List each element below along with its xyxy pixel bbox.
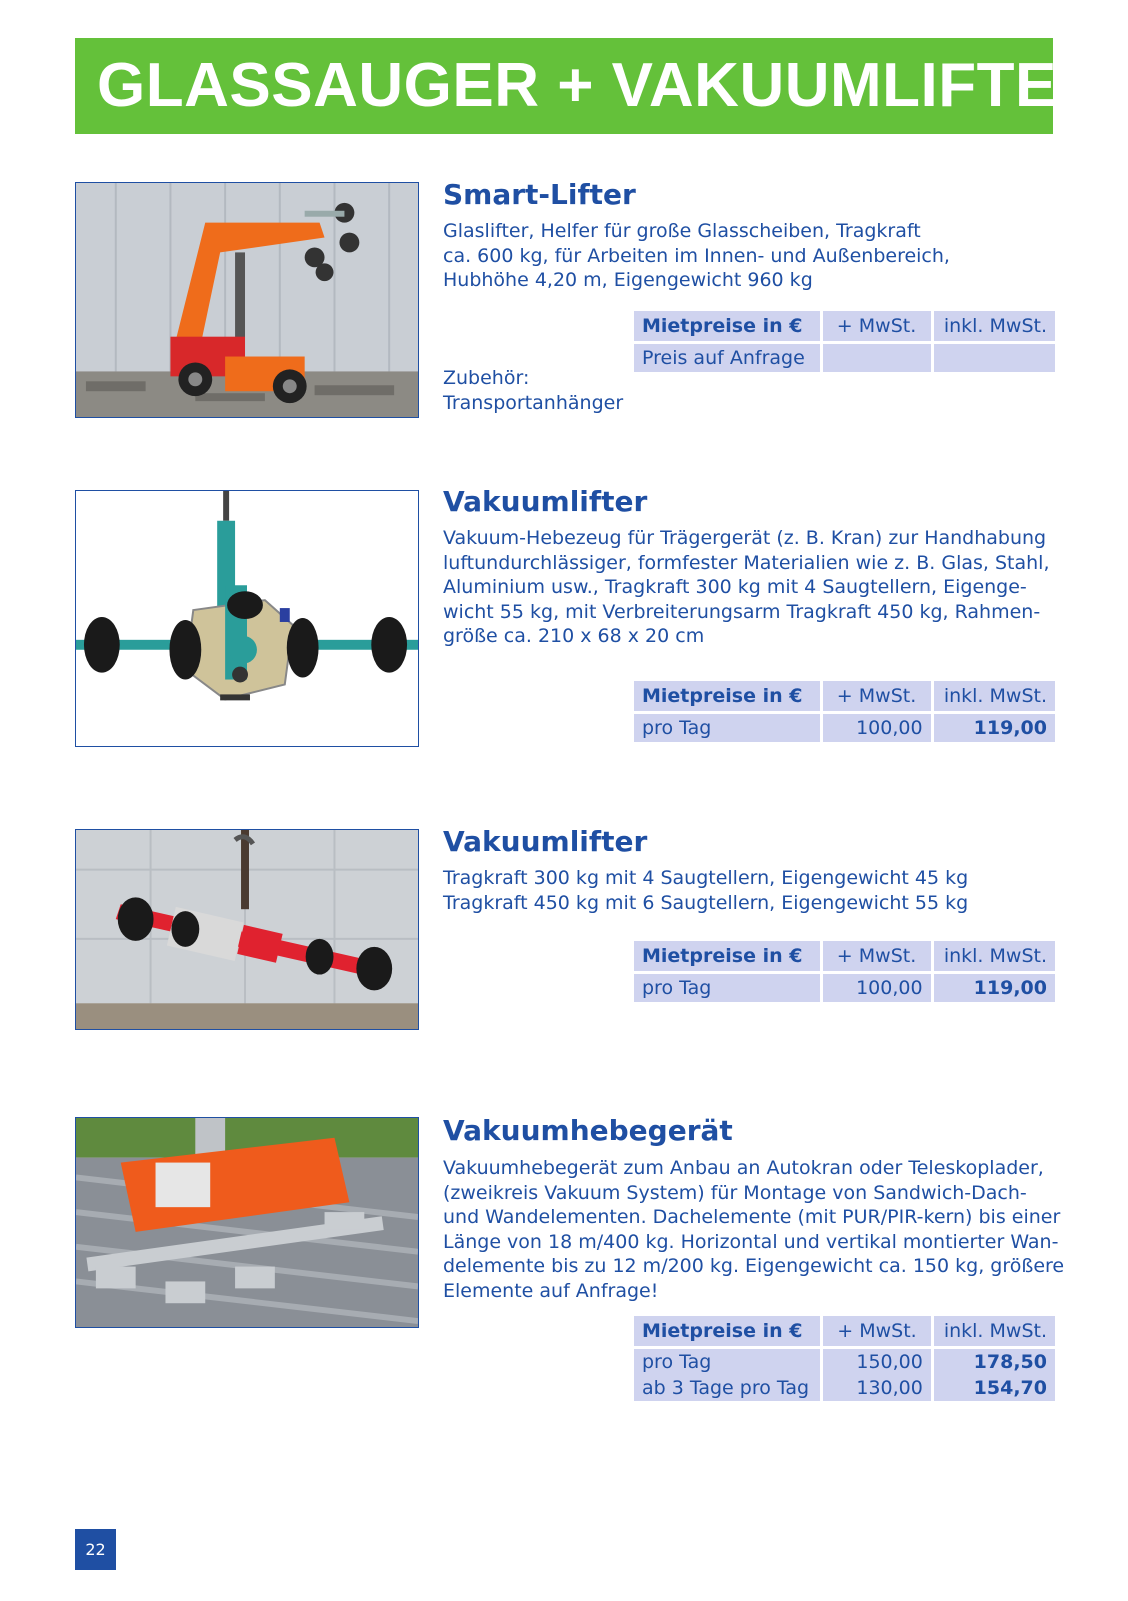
product-photo-vakuumlifter-red	[75, 829, 419, 1030]
price-table-header: Mietpreise in € + MwSt. inkl. MwSt.	[634, 311, 1055, 344]
page-number: 22	[75, 1529, 116, 1570]
product-title: Vakuumlifter	[443, 825, 648, 858]
price-row: pro Tag 150,00 178,50	[634, 1349, 1055, 1375]
product-photo-vakuumlifter-frame	[75, 490, 419, 747]
price-table	[634, 681, 1055, 742]
price-table-header: Mietpreise in € + MwSt. inkl. MwSt.	[634, 1316, 1055, 1349]
price-table	[634, 311, 1055, 372]
product-title: Smart-Lifter	[443, 178, 636, 211]
price-row: pro Tag 100,00 119,00	[634, 714, 1055, 742]
product-photo-smart-lifter	[75, 182, 419, 418]
product-title: Vakuumlifter	[443, 485, 648, 518]
product-title: Vakuumhebegerät	[443, 1114, 733, 1147]
price-table-header: Mietpreise in € + MwSt. inkl. MwSt.	[634, 941, 1055, 974]
price-table-header: Mietpreise in € + MwSt. inkl. MwSt.	[634, 681, 1055, 714]
product-description: Vakuumhebegerät zum Anbau an Autokran oder Teleskoplader, (zweikreis Vakuum System) für Montage von Sandwich-Dach- und Wandelementen. Dachelemente (mit PUR/PIR-kern) bis einer Länge von 18 m/400 kg. Horizontal und vertikal montierter Wan- delemente bis zu 12 m/200 kg. Eigengewicht ca. 150 kg, größere Elemente auf Anfrage!	[443, 1157, 1065, 1302]
product-description: Vakuum-Hebezeug für Trägergerät (z. B. Kran) zur Handhabung luftundurchlässiger, formfester Materialien wie z. B. Glas, Stahl, Aluminium usw., Tragkraft 300 kg mit 4 Saugtellern, Eigenge- wicht 55 kg, mit Verbreiterungsarm Tragkraft 450 kg, Rahmen- größe ca. 210 x 68 x 20 cm	[443, 527, 1050, 647]
product-photo-vakuumhebegeraet	[75, 1117, 419, 1328]
price-table	[634, 941, 1055, 1002]
product-description: Tragkraft 300 kg mit 4 Saugtellern, Eigengewicht 45 kg Tragkraft 450 kg mit 6 Saugtellern, Eigengewicht 55 kg	[443, 867, 969, 914]
page-title: GLASSAUGER + VAKUUMLIFTER	[97, 51, 1103, 120]
page-header	[75, 38, 1103, 134]
price-table	[634, 1316, 1055, 1401]
price-row: Preis auf Anfrage	[634, 344, 1055, 372]
price-row: pro Tag 100,00 119,00	[634, 974, 1055, 1002]
accessory-note: Zubehör: Transportanhänger	[443, 367, 624, 414]
price-row: ab 3 Tage pro Tag 130,00 154,70	[634, 1375, 1055, 1401]
product-description: Glaslifter, Helfer für große Glasscheiben, Tragkraft ca. 600 kg, für Arbeiten im Innen- und Außenbereich, Hubhöhe 4,20 m, Eigengewicht 960 kg	[443, 220, 950, 291]
